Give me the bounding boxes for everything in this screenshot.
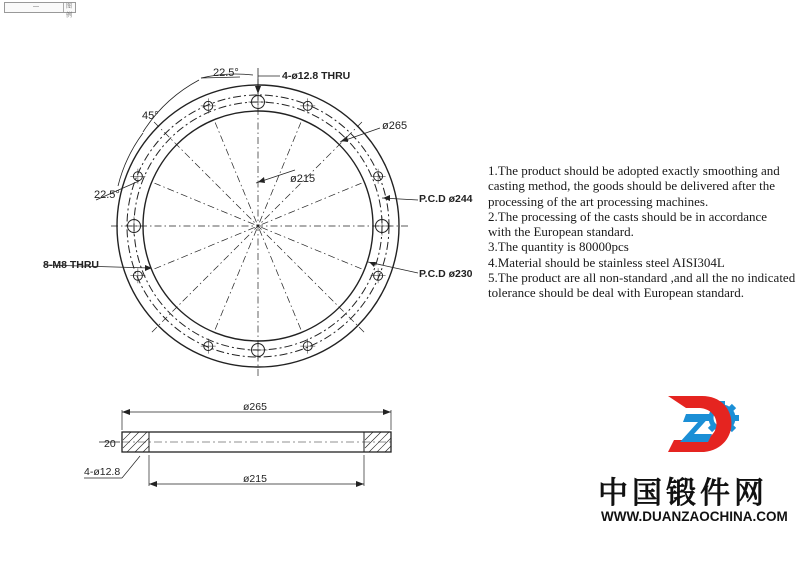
holes-m8-label: 8-M8 THRU [43,259,100,271]
outer-diameter-label: ø265 [382,120,408,132]
dimension-arrowheads [145,86,390,271]
dimension-labels [43,67,473,485]
note-line: 4.Material should be stainless steel AISI304L [488,254,725,270]
brand-name: 中国锻件网 [598,476,768,511]
note-line: processing of the art processing machines. [488,193,709,209]
note-line: tolerance should be deal with European standard. [488,285,744,301]
pcd-244-label: P.C.D ø244 [419,193,473,205]
dimension-leaders [45,68,418,273]
title-block-cell: — [33,4,39,10]
section-thickness-label: 20 [104,438,116,450]
note-line: casting method, the goods should be delivered after the [488,178,776,194]
note-line: with the European standard. [488,224,634,240]
section-view [84,409,391,487]
brand-logo [668,396,739,452]
note-line: 1.The product should be adopted exactly smoothing and [488,163,780,178]
note-line: 3.The quantity is 80000pcs [488,239,629,255]
angle-label-45: 45° [142,110,159,122]
section-inner-diameter-label: ø215 [243,473,267,485]
angle-label-top: 22.5° [213,67,239,79]
title-block-cell: 图例 [63,3,75,12]
note-line: 5.The product are all non-standard ,and all the no indicated [488,270,796,286]
technical-notes [488,163,800,301]
pcd-230-label: P.C.D ø230 [419,268,473,280]
holes-12-8-label: 4-ø12.8 THRU [282,70,351,82]
section-outer-diameter-label: ø265 [243,401,267,413]
angle-label-left: 22.5° [94,189,120,201]
plan-view [45,68,418,376]
section-holes-label: 4-ø12.8 [84,466,121,478]
inner-diameter-label: ø215 [290,173,316,185]
brand-url-link[interactable]: WWW.DUANZAOCHINA.COM [601,509,788,524]
note-line: 2.The processing of the casts should be in accordance [488,208,768,224]
logo-z-shape [680,414,712,442]
